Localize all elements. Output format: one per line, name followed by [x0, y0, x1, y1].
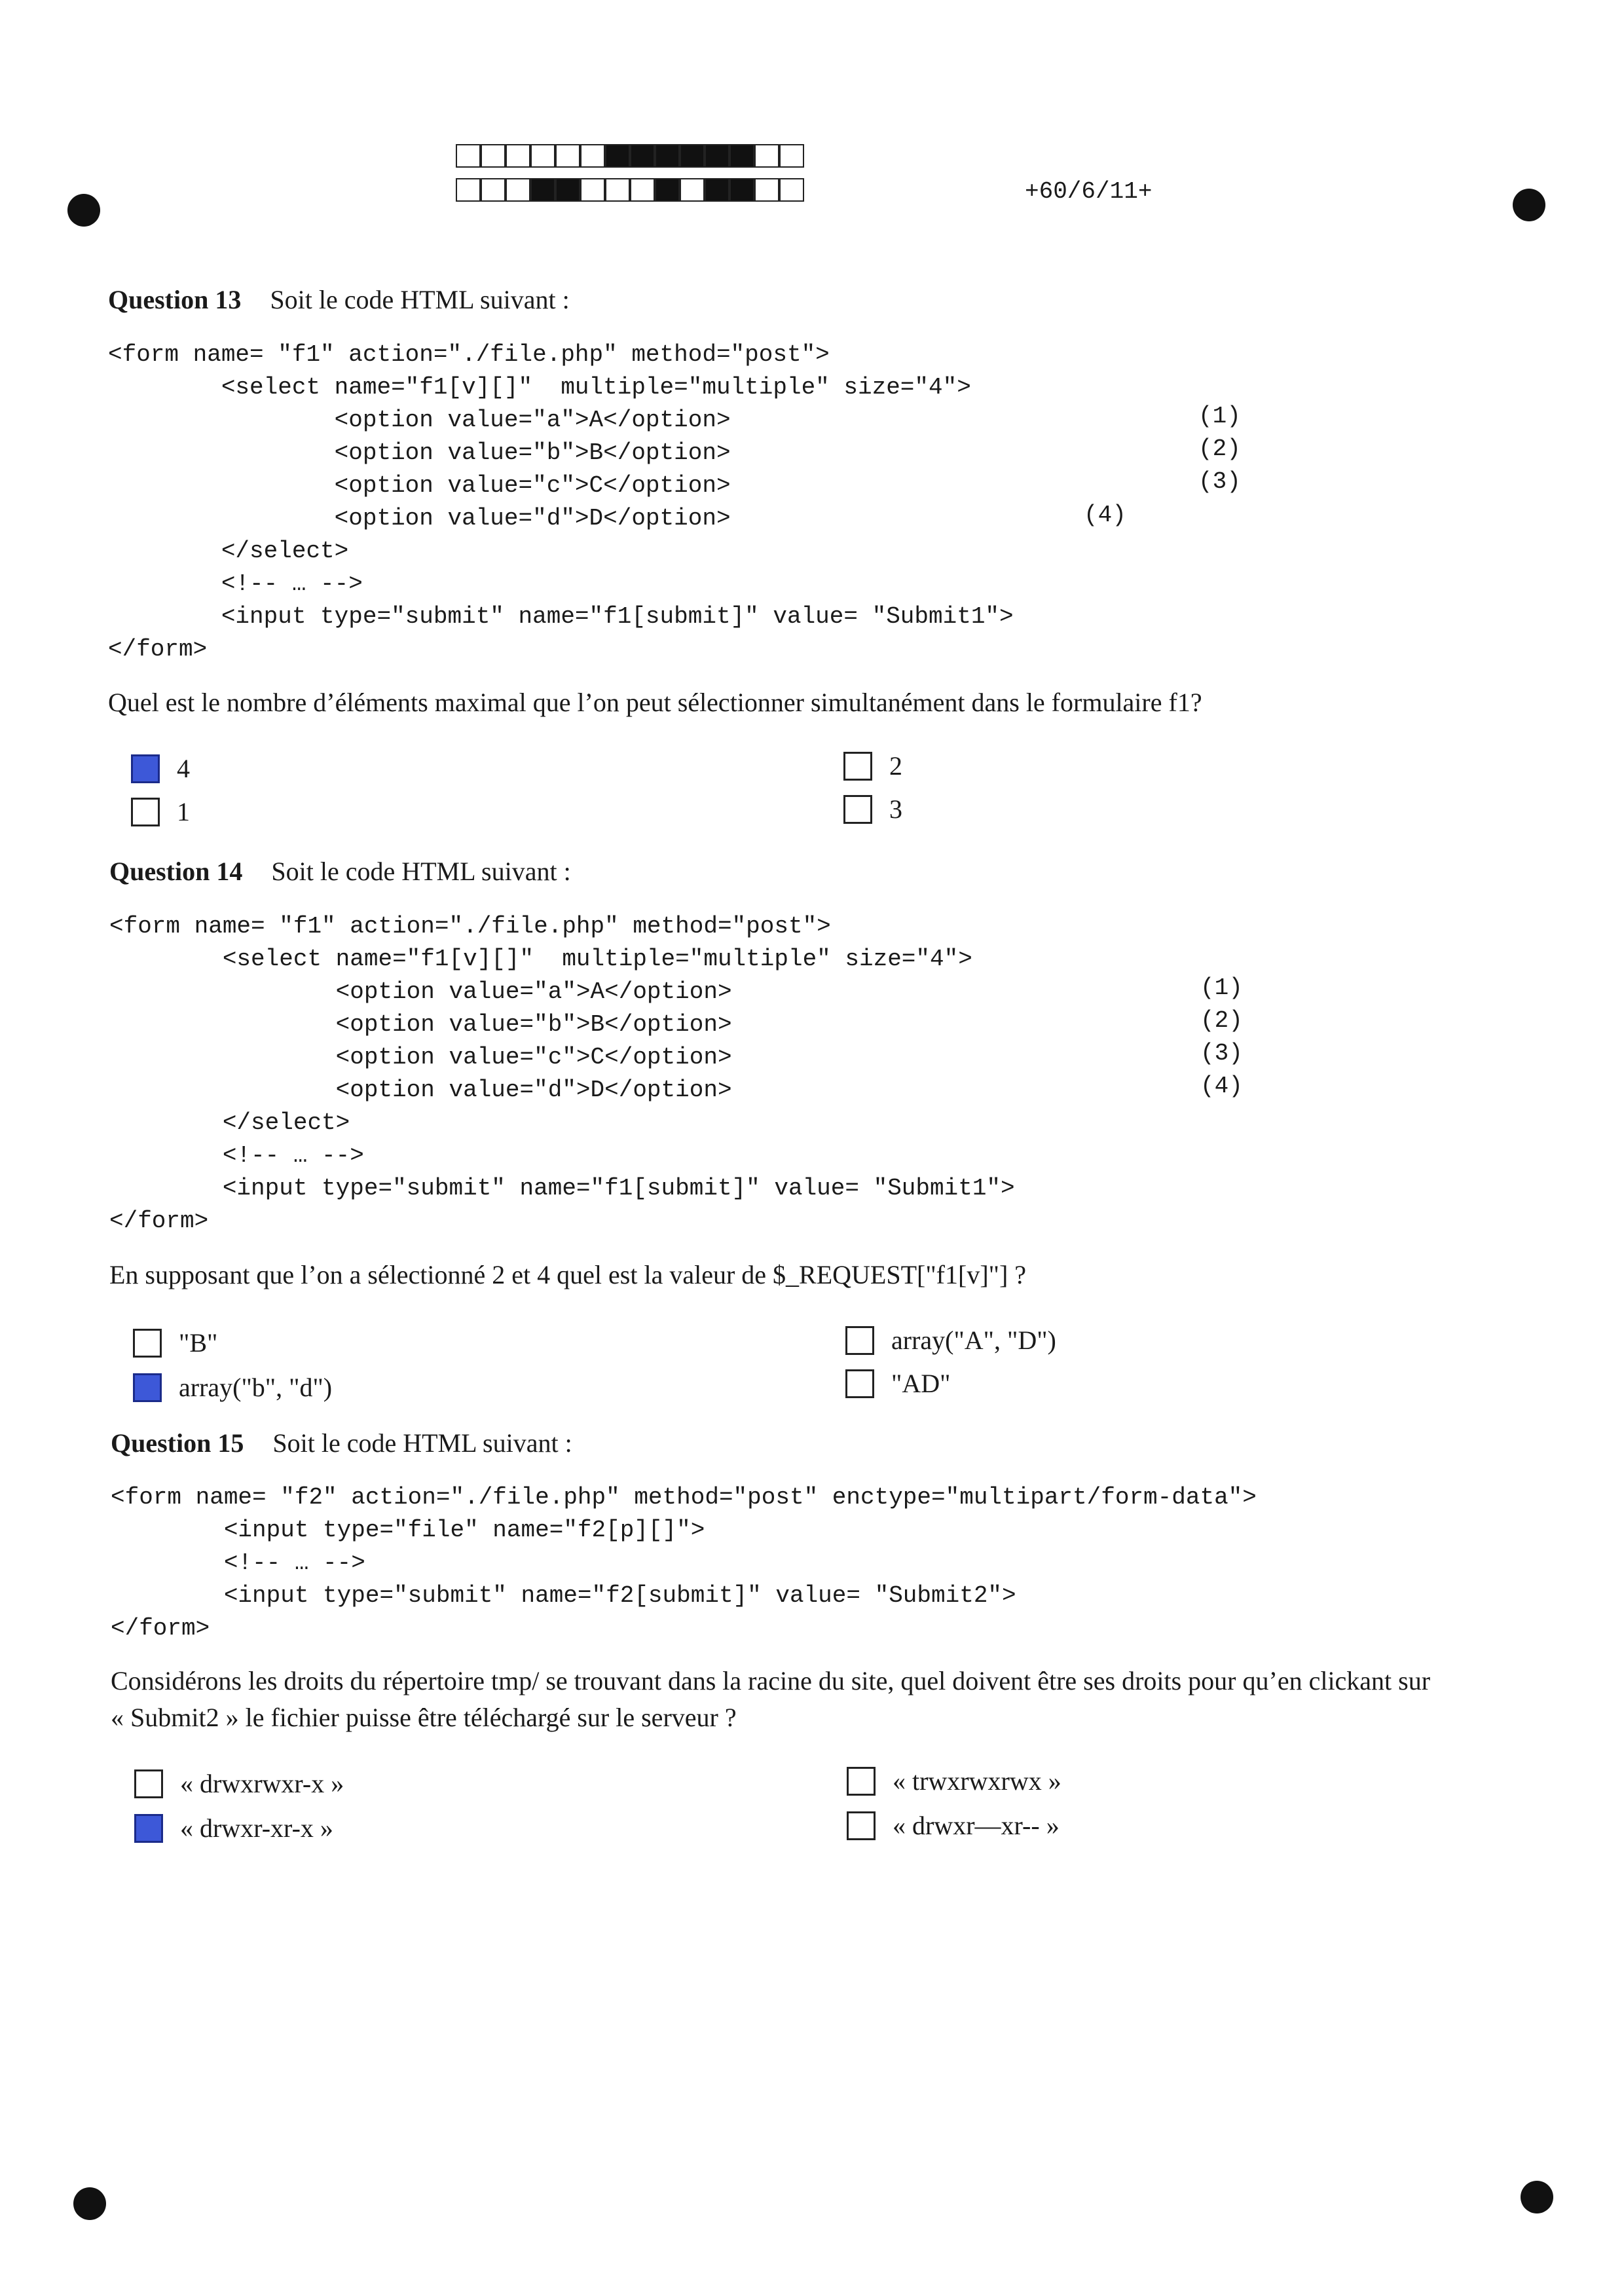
barcode-cell — [680, 144, 705, 168]
answer-option[interactable] — [134, 1813, 333, 1843]
answer-option[interactable] — [131, 796, 190, 827]
answer-label: 1 — [177, 797, 190, 826]
barcode-cell — [580, 178, 605, 202]
registration-mark-bottom-right — [1521, 2181, 1553, 2213]
answer-label: « drwxrwxr-x » — [180, 1769, 344, 1798]
answer-label: 2 — [889, 751, 902, 781]
barcode-cell — [605, 178, 630, 202]
code-block-q14: <form name= "f1" action="./file.php" method="post"> <select name="f1[v][]" multiple="multiple" size="4"> <option value="a">A</option> <option value="b">B</option> <option value="c">C</option> <option value="d">D</option> </select> <!-- … --> <input type="submit" name="f1[submit]" value= "Submit1"> </form> — [109, 913, 1015, 1234]
line-number: (1) — [1200, 974, 1243, 1001]
answer-option[interactable] — [843, 750, 902, 781]
question-intro: Soit le code HTML suivant : — [270, 285, 570, 314]
registration-mark-top-right — [1513, 189, 1545, 221]
answer-label: "B" — [179, 1328, 218, 1358]
line-number: (4) — [1200, 1073, 1243, 1100]
barcode-cell — [779, 178, 804, 202]
barcode-cell — [530, 144, 555, 168]
barcode-cell — [754, 144, 779, 168]
answer-option[interactable] — [133, 1372, 332, 1403]
question-14-header — [109, 856, 571, 887]
barcode-cell — [481, 144, 506, 168]
question-13-header — [108, 284, 570, 315]
answer-checkbox[interactable] — [133, 1373, 162, 1402]
barcode-row-1 — [456, 144, 804, 170]
question-intro: Soit le code HTML suivant : — [272, 1428, 572, 1458]
line-number: (2) — [1200, 1007, 1243, 1034]
line-number: (1) — [1198, 403, 1241, 430]
answer-checkbox[interactable] — [131, 798, 160, 826]
barcode-cell — [456, 144, 481, 168]
answer-label: 3 — [889, 794, 902, 824]
barcode-cell — [506, 178, 530, 202]
answer-option[interactable] — [845, 1368, 950, 1399]
barcode-cell — [555, 144, 580, 168]
answer-label: 4 — [177, 754, 190, 783]
line-number: (3) — [1200, 1040, 1243, 1067]
question-intro: Soit le code HTML suivant : — [271, 857, 571, 886]
page-id: +60/6/11+ — [1025, 178, 1153, 205]
barcode-cell — [481, 178, 506, 202]
answer-checkbox[interactable] — [845, 1326, 874, 1355]
question-prompt-line-2: « Submit2 » le fichier puisse être téléchargé sur le serveur ? — [111, 1703, 737, 1732]
barcode-cell — [605, 144, 630, 168]
barcode-cell — [729, 144, 754, 168]
registration-mark-bottom-left — [73, 2187, 106, 2220]
answer-checkbox[interactable] — [845, 1369, 874, 1398]
answer-option[interactable] — [131, 753, 190, 784]
barcode-cell — [729, 178, 754, 202]
barcode-cell — [630, 144, 655, 168]
answer-option[interactable] — [843, 794, 902, 824]
barcode-cell — [655, 178, 680, 202]
answer-checkbox[interactable] — [843, 795, 872, 824]
barcode-cell — [580, 144, 605, 168]
line-number: (2) — [1198, 435, 1241, 462]
answer-label: « drwxr—xr-- » — [893, 1811, 1060, 1840]
barcode-cell — [530, 178, 555, 202]
answer-option[interactable] — [847, 1810, 1060, 1841]
barcode-cell — [456, 178, 481, 202]
answer-label: « drwxr-xr-x » — [180, 1813, 333, 1843]
answer-option[interactable] — [133, 1327, 217, 1358]
barcode-cell — [705, 144, 729, 168]
question-number: Question 13 — [108, 285, 242, 314]
code-block-q13: <form name= "f1" action="./file.php" method="post"> <select name="f1[v][]" multiple="multiple" size="4"> <option value="a">A</option> <option value="b">B</option> <option value="c">C</option> <option value="d">D</option> </select> <!-- … --> <input type="submit" name="f1[submit]" value= "Submit1"> </form> — [108, 341, 1014, 663]
barcode-cell — [555, 178, 580, 202]
barcode-row-2 — [456, 178, 804, 204]
barcode-cell — [630, 178, 655, 202]
line-number: (4) — [1084, 502, 1126, 528]
answer-option[interactable] — [845, 1325, 1056, 1356]
answer-checkbox[interactable] — [131, 754, 160, 783]
question-15-header — [111, 1428, 572, 1458]
answer-label: « trwxrwxrwx » — [893, 1766, 1061, 1796]
answer-checkbox[interactable] — [133, 1329, 162, 1358]
code-block-q15: <form name= "f2" action="./file.php" method="post" enctype="multipart/form-data"> <input type="file" name="f2[p][]"> <!-- … --> <input type="submit" name="f2[submit]" value= "Submit2"> </form> — [111, 1484, 1257, 1642]
answer-checkbox[interactable] — [843, 752, 872, 781]
answer-checkbox[interactable] — [134, 1769, 163, 1798]
line-number: (3) — [1198, 468, 1241, 495]
registration-mark-top-left — [67, 194, 100, 227]
answer-option[interactable] — [134, 1768, 344, 1799]
barcode-cell — [506, 144, 530, 168]
question-number: Question 15 — [111, 1428, 244, 1458]
answer-option[interactable] — [847, 1766, 1061, 1796]
question-prompt: En supposant que l’on a sélectionné 2 et 4 quel est la valeur de $_REQUEST["f1[v]"] ? — [109, 1260, 1027, 1289]
answer-label: array("b", "d") — [179, 1373, 333, 1402]
barcode-cell — [754, 178, 779, 202]
answer-checkbox[interactable] — [847, 1811, 876, 1840]
question-prompt-line-1: Considérons les droits du répertoire tmp/ se trouvant dans la racine du site, quel doivent être ses droits pour qu’en clickant sur — [111, 1666, 1431, 1695]
answer-checkbox[interactable] — [134, 1814, 163, 1843]
barcode-cell — [680, 178, 705, 202]
barcode-cell — [655, 144, 680, 168]
answer-label: array("A", "D") — [891, 1325, 1056, 1355]
answer-checkbox[interactable] — [847, 1767, 876, 1796]
barcode-cell — [779, 144, 804, 168]
question-number: Question 14 — [109, 857, 243, 886]
barcode-cell — [705, 178, 729, 202]
answer-label: "AD" — [891, 1369, 951, 1398]
question-prompt: Quel est le nombre d’éléments maximal que l’on peut sélectionner simultanément dans le formulaire f1? — [108, 688, 1202, 717]
